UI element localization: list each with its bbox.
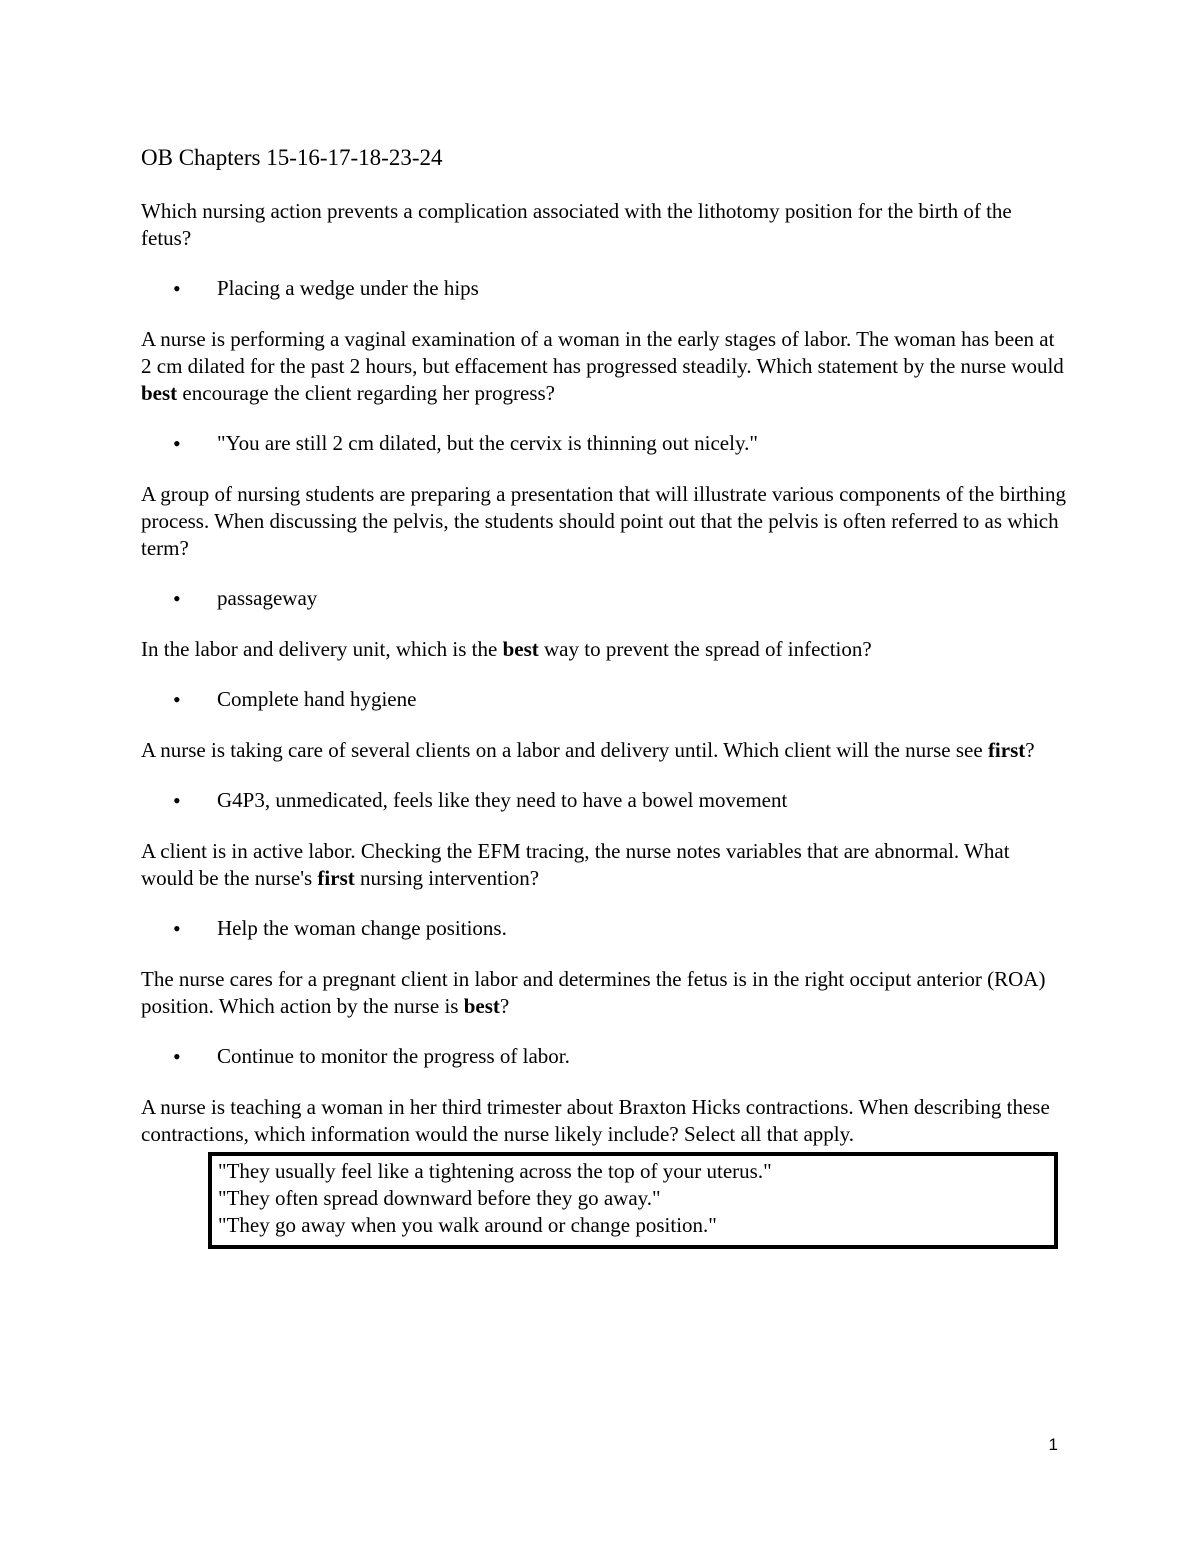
answer-2: • "You are still 2 cm dilated, but the cervix is thinning out nicely."	[173, 431, 758, 456]
answer-box-line: "They often spread downward before they go away."	[218, 1186, 661, 1210]
question-4: In the labor and delivery unit, which is the best way to prevent the spread of infection?	[141, 637, 872, 661]
answer-4: • Complete hand hygiene	[173, 687, 417, 712]
answer-box	[208, 1152, 1058, 1249]
bullet-icon: •	[173, 788, 181, 813]
answer-box-line: "They go away when you walk around or change position."	[218, 1213, 717, 1237]
answer-box-line: "They usually feel like a tightening across the top of your uterus."	[218, 1159, 772, 1183]
page-number: 1	[1048, 1435, 1058, 1454]
bullet-icon: •	[173, 276, 181, 301]
answer-5: • G4P3, unmedicated, feels like they need to have a bowel movement	[173, 788, 788, 813]
question-8: A nurse is teaching a woman in her third trimester about Braxton Hicks contractions. When describing these contractions, which information would the nurse likely include? Select all that apply.	[141, 1095, 1050, 1146]
bullet-icon: •	[173, 431, 181, 456]
question-7: The nurse cares for a pregnant client in labor and determines the fetus is in the right occiput anterior (ROA) position. Which action by the nurse is best?	[141, 967, 1046, 1018]
question-5: A nurse is taking care of several clients on a labor and delivery until. Which client will the nurse see first?	[141, 738, 1035, 762]
answer-3: • passageway	[173, 586, 318, 611]
question-1: Which nursing action prevents a complication associated with the lithotomy position for the birth of the fetus?	[141, 199, 1012, 250]
page-content	[141, 140, 1066, 1249]
question-6: A client is in active labor. Checking the EFM tracing, the nurse notes variables that are abnormal. What would be the nurse's first nursing intervention?	[141, 839, 1010, 890]
bullet-icon: •	[173, 1044, 181, 1069]
bullet-icon: •	[173, 687, 181, 712]
answer-6: • Help the woman change positions.	[173, 916, 507, 941]
answer-7: • Continue to monitor the progress of labor.	[173, 1044, 570, 1069]
question-3: A group of nursing students are preparing a presentation that will illustrate various components of the birthing process. When discussing the pelvis, the students should point out that the pelvis is often referred to as which term?	[141, 482, 1066, 560]
bullet-icon: •	[173, 586, 181, 611]
bullet-icon: •	[173, 916, 181, 941]
question-2: A nurse is performing a vaginal examination of a woman in the early stages of labor. The woman has been at 2 cm dilated for the past 2 hours, but effacement has progressed steadily. Which statement by the nurse would best encourage the client regarding her progress?	[141, 327, 1064, 405]
document-title: OB Chapters 15-16-17-18-23-24	[141, 145, 443, 170]
answer-1: • Placing a wedge under the hips	[173, 276, 479, 301]
